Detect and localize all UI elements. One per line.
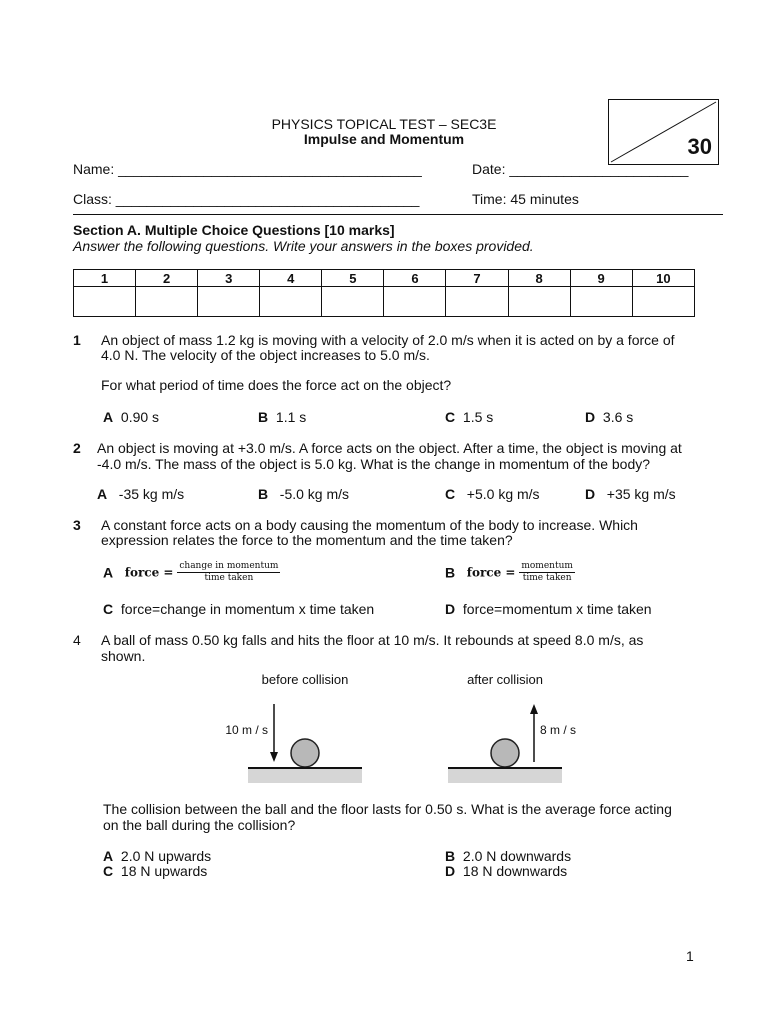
q3-option-c-letter: C <box>103 601 114 617</box>
down-arrow-icon <box>270 752 278 762</box>
q3-option-b-numerator: momentum <box>521 561 573 571</box>
q4-text-line1: A ball of mass 0.50 kg falls and hits the floor at 10 m/s. It rebounds at speed 8.0 m/s, as <box>101 632 644 648</box>
answer-header-2: 2 <box>136 270 198 287</box>
answer-header-5: 5 <box>322 270 384 287</box>
q2-option-d[interactable] <box>585 486 676 502</box>
q1-option-a-letter: A <box>103 409 114 425</box>
q2-option-a-letter: A <box>97 486 108 502</box>
q1-option-c[interactable] <box>445 409 493 425</box>
q1-number: 1 <box>73 332 81 348</box>
q2-option-c-letter: C <box>445 486 456 502</box>
page-number: 1 <box>686 948 694 964</box>
q3-option-a-denominator: time taken <box>204 573 254 583</box>
q2-option-d-text: +35 kg m/s <box>606 486 676 502</box>
q3-option-c-text: force=change in momentum x time taken <box>120 601 375 617</box>
answer-box-3[interactable] <box>198 287 260 317</box>
q4-option-b-letter: B <box>445 848 456 864</box>
answer-box-8[interactable] <box>508 287 570 317</box>
section-instruction: Answer the following questions. Write your answers in the boxes provided. <box>73 238 534 254</box>
answer-row <box>74 287 695 317</box>
floor-after-shade <box>448 769 562 783</box>
q3-option-b-denominator: time taken <box>522 573 572 583</box>
q4-option-d[interactable] <box>445 863 567 879</box>
answer-header-1: 1 <box>74 270 136 287</box>
answer-box-9[interactable] <box>570 287 632 317</box>
test-subtitle: Impulse and Momentum <box>303 131 465 147</box>
q2-text-line1: An object is moving at +3.0 m/s. A force acts on the object. After a time, the object is moving at <box>97 440 682 456</box>
collision-diagram <box>90 668 590 788</box>
section-heading: Section A. Multiple Choice Questions [10 marks] <box>73 222 395 238</box>
date-field[interactable]: Date: _______________________ <box>472 161 689 177</box>
header-divider <box>73 214 723 215</box>
q2-option-c-text: +5.0 kg m/s <box>466 486 540 502</box>
q1-option-d[interactable] <box>585 409 633 425</box>
after-collision-label: after collision <box>467 672 543 687</box>
answer-table <box>73 269 695 317</box>
score-total: 30 <box>687 134 712 159</box>
q1-text-line2: 4.0 N. The velocity of the object increases to 5.0 m/s. <box>101 347 430 363</box>
answer-header-8: 8 <box>508 270 570 287</box>
q3-option-d-letter: D <box>445 601 456 617</box>
name-field[interactable]: Name: _______________________________________ <box>73 161 422 177</box>
answer-box-6[interactable] <box>384 287 446 317</box>
q2-option-b-letter: B <box>258 486 269 502</box>
q2-option-a-text: -35 kg m/s <box>118 486 185 502</box>
q3-text-line1: A constant force acts on a body causing the momentum of the body to increase. Which <box>101 517 638 533</box>
q3-number: 3 <box>73 517 81 533</box>
q4-prompt-line2: on the ball during the collision? <box>103 817 296 833</box>
time-info: Time: 45 minutes <box>472 191 579 207</box>
q1-option-c-text: 1.5 s <box>462 409 494 425</box>
q4-option-c-text: 18 N upwards <box>120 863 208 879</box>
q4-option-d-text: 18 N downwards <box>462 863 568 879</box>
q3-option-b-letter: B <box>445 564 456 581</box>
answer-header-9: 9 <box>570 270 632 287</box>
q3-text-line2: expression relates the force to the momentum and the time taken? <box>101 532 513 548</box>
q3-option-a-lhs: force = <box>124 565 174 580</box>
q3-option-a[interactable] <box>103 561 280 584</box>
q1-option-a[interactable] <box>103 409 159 425</box>
answer-box-2[interactable] <box>136 287 198 317</box>
answer-header-7: 7 <box>446 270 508 287</box>
answer-box-7[interactable] <box>446 287 508 317</box>
before-speed-label: 10 m / s <box>225 723 268 737</box>
answer-header-3: 3 <box>198 270 260 287</box>
answer-box-10[interactable] <box>632 287 694 317</box>
answer-header-6: 6 <box>384 270 446 287</box>
q2-text-line2: -4.0 m/s. The mass of the object is 5.0 kg. What is the change in momentum of the body? <box>97 456 651 472</box>
q1-option-b-text: 1.1 s <box>275 409 307 425</box>
q3-option-c[interactable] <box>103 601 374 617</box>
after-speed-label: 8 m / s <box>540 723 577 737</box>
q3-option-a-letter: A <box>103 564 114 581</box>
answer-header-10: 10 <box>632 270 694 287</box>
q2-number: 2 <box>73 440 81 456</box>
q4-option-a-text: 2.0 N upwards <box>120 848 212 864</box>
q1-option-d-letter: D <box>585 409 596 425</box>
q4-option-a-letter: A <box>103 848 114 864</box>
q1-text-line1: An object of mass 1.2 kg is moving with a velocity of 2.0 m/s when it is acted on by a force of <box>101 332 675 348</box>
answer-table-header <box>74 270 695 287</box>
q1-option-b[interactable] <box>258 409 306 425</box>
test-title: PHYSICS TOPICAL TEST – SEC3E <box>271 116 497 132</box>
q4-text-line2: shown. <box>101 648 146 664</box>
q4-prompt-line1: The collision between the ball and the floor lasts for 0.50 s. What is the average force acting <box>103 801 672 817</box>
answer-box-4[interactable] <box>260 287 322 317</box>
q3-option-d[interactable] <box>445 601 652 617</box>
q4-option-c-letter: C <box>103 863 114 879</box>
q2-option-a[interactable] <box>97 486 184 502</box>
q3-option-d-text: force=momentum x time taken <box>462 601 652 617</box>
q3-option-a-fraction <box>177 561 280 584</box>
q3-option-b-lhs: force = <box>466 565 516 580</box>
q1-option-a-text: 0.90 s <box>120 409 160 425</box>
q3-option-b-fraction <box>519 561 575 584</box>
q1-option-d-text: 3.6 s <box>602 409 634 425</box>
up-arrow-icon <box>530 704 538 714</box>
before-collision-label: before collision <box>261 672 349 687</box>
class-field[interactable]: Class: _______________________________________ <box>73 191 420 207</box>
answer-box-1[interactable] <box>74 287 136 317</box>
q4-option-c[interactable] <box>103 863 207 879</box>
q3-option-b[interactable] <box>445 561 575 584</box>
q4-option-d-letter: D <box>445 863 456 879</box>
q2-option-c[interactable] <box>445 486 540 502</box>
q1-option-b-letter: B <box>258 409 269 425</box>
q4-option-b-text: 2.0 N downwards <box>462 848 572 864</box>
q1-prompt: For what period of time does the force act on the object? <box>101 377 452 393</box>
answer-box-5[interactable] <box>322 287 384 317</box>
score-box <box>608 99 719 165</box>
q2-option-b[interactable] <box>258 486 349 502</box>
q2-option-d-letter: D <box>585 486 596 502</box>
q4-option-b[interactable] <box>445 848 571 864</box>
q3-option-a-numerator: change in momentum <box>179 561 279 571</box>
answer-header-4: 4 <box>260 270 322 287</box>
floor-before-shade <box>248 769 362 783</box>
q4-option-a[interactable] <box>103 848 211 864</box>
q4-number: 4 <box>73 632 81 648</box>
ball-after <box>491 739 519 767</box>
q2-option-b-text: -5.0 kg m/s <box>279 486 350 502</box>
q1-option-c-letter: C <box>445 409 456 425</box>
ball-before <box>291 739 319 767</box>
